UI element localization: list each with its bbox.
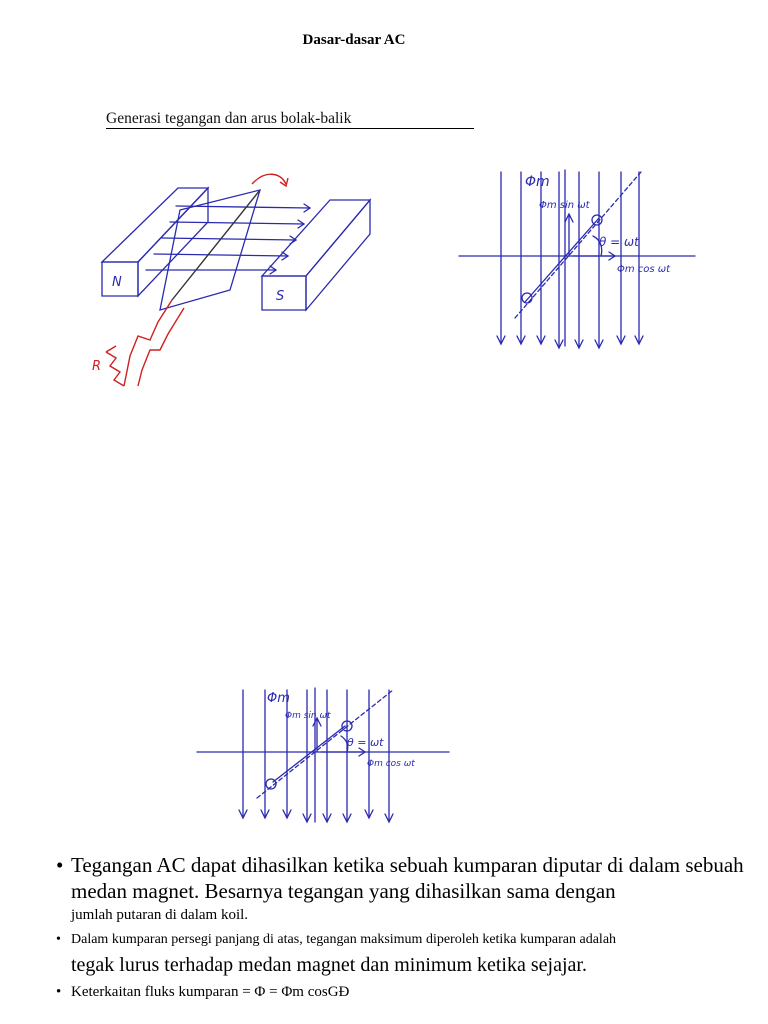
phi-cos-label: Φm cos ωt (367, 759, 415, 769)
section-heading: Generasi tegangan dan arus bolak-balik (106, 110, 474, 129)
bullet-text: medan magnet. Besarnya tegangan yang dihasilkan sama dengan (71, 879, 616, 903)
phi-m-label: Φm (525, 174, 550, 190)
theta-label: θ = ωt (599, 235, 639, 249)
resistor-label: R (92, 359, 102, 374)
bullet-item (56, 930, 768, 980)
bullet-dot-icon: • (56, 853, 64, 877)
theta-label: θ = ωt (347, 736, 384, 749)
north-label: N (112, 275, 122, 290)
south-label: S (276, 289, 285, 304)
page-title: Dasar-dasar AC (302, 32, 406, 48)
bullet-dot-icon: • (56, 984, 62, 1000)
bullet-item (56, 852, 768, 926)
coil (160, 190, 260, 310)
field-lines (146, 204, 310, 274)
bullet-text: Keterkaitan fluks kumparan = Φ = Φm cosGĐ (71, 984, 350, 1000)
axes (197, 688, 449, 822)
axes (459, 170, 695, 346)
bullet-list (56, 852, 768, 1002)
phi-sin-label: Φm sin ωt (285, 711, 331, 721)
bullet-dot-icon: • (56, 932, 61, 947)
bullet-text: jumlah putaran di dalam koil. (71, 907, 249, 923)
phi-m-label: Φm (267, 691, 290, 706)
generator-diagram (80, 150, 380, 390)
flux-lines (239, 690, 393, 822)
bullet-text: tegak lurus terhadap medan magnet dan minimum ketika sejajar. (71, 954, 587, 976)
phi-sin-label: Φm sin ωt (539, 200, 590, 211)
flux-lines (497, 172, 643, 348)
bullet-text: Dalam kumparan persegi panjang di atas, tegangan maksimum diperoleh ketika kumparan adalah (71, 932, 617, 947)
phi-cos-label: Φm cos ωt (617, 264, 671, 275)
phasor-diagram-bottom (195, 680, 455, 840)
bullet-text: Tegangan AC dapat dihasilkan ketika sebuah kumparan diputar di dalam sebuah (71, 853, 744, 877)
rotation-arrow-icon (252, 174, 288, 186)
phasor-diagram-top (455, 160, 705, 360)
circuit-wiring (106, 300, 184, 386)
bullet-item (56, 982, 768, 1002)
